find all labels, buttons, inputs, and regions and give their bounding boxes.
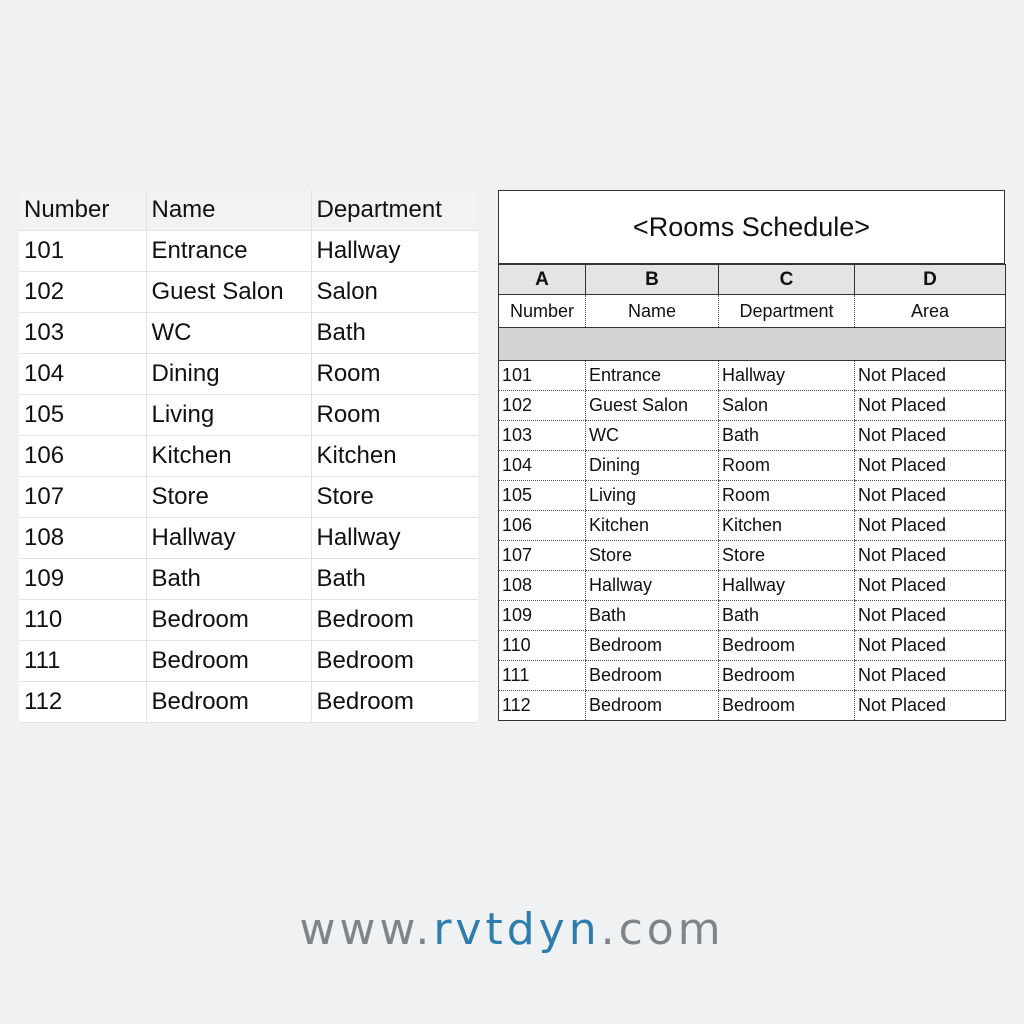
excel-row	[19, 272, 478, 313]
website-prefix: www.	[299, 904, 434, 955]
schedule-header-area[interactable]: Area	[855, 295, 1006, 328]
schedule-cell-number[interactable]: 103	[499, 421, 586, 451]
excel-room-table	[19, 190, 478, 723]
schedule-cell-area[interactable]: Not Placed	[855, 361, 1006, 391]
excel-cell-name[interactable]: Living	[146, 395, 311, 436]
schedule-cell-department[interactable]: Room	[719, 451, 855, 481]
schedule-cell-name[interactable]: Hallway	[586, 571, 719, 601]
schedule-row	[499, 421, 1006, 451]
schedule-row	[499, 361, 1006, 391]
column-letter-b[interactable]: B	[586, 265, 719, 295]
schedule-cell-number[interactable]: 101	[499, 361, 586, 391]
schedule-row	[499, 691, 1006, 721]
excel-cell-number[interactable]: 111	[19, 641, 146, 682]
excel-row	[19, 518, 478, 559]
schedule-cell-department[interactable]: Room	[719, 481, 855, 511]
schedule-column-letters	[499, 265, 1006, 295]
schedule-header-name[interactable]: Name	[586, 295, 719, 328]
excel-cell-name[interactable]: Bedroom	[146, 641, 311, 682]
schedule-group-band	[499, 328, 1006, 361]
schedule-cell-name[interactable]: Store	[586, 541, 719, 571]
schedule-cell-area[interactable]: Not Placed	[855, 631, 1006, 661]
excel-cell-number[interactable]: 110	[19, 600, 146, 641]
excel-header-row	[19, 190, 478, 231]
schedule-cell-department[interactable]: Kitchen	[719, 511, 855, 541]
schedule-cell-name[interactable]: Kitchen	[586, 511, 719, 541]
excel-cell-name[interactable]: Store	[146, 477, 311, 518]
schedule-row	[499, 601, 1006, 631]
schedule-cell-name[interactable]: Dining	[586, 451, 719, 481]
excel-cell-department[interactable]: Room	[311, 395, 478, 436]
schedule-cell-number[interactable]: 105	[499, 481, 586, 511]
excel-cell-department[interactable]: Hallway	[311, 231, 478, 272]
schedule-cell-name[interactable]: WC	[586, 421, 719, 451]
excel-cell-department[interactable]: Bedroom	[311, 641, 478, 682]
excel-cell-department[interactable]: Bedroom	[311, 682, 478, 723]
column-letter-a[interactable]: A	[499, 265, 586, 295]
schedule-cell-name[interactable]: Bedroom	[586, 661, 719, 691]
schedule-cell-name[interactable]: Entrance	[586, 361, 719, 391]
schedule-header-number[interactable]: Number	[499, 295, 586, 328]
excel-row	[19, 477, 478, 518]
schedule-cell-name[interactable]: Guest Salon	[586, 391, 719, 421]
excel-cell-department[interactable]: Room	[311, 354, 478, 395]
schedule-row	[499, 541, 1006, 571]
rooms-schedule	[498, 190, 1005, 721]
excel-cell-name[interactable]: Dining	[146, 354, 311, 395]
schedule-cell-name[interactable]: Bath	[586, 601, 719, 631]
schedule-cell-area[interactable]: Not Placed	[855, 691, 1006, 721]
schedule-cell-number[interactable]: 104	[499, 451, 586, 481]
schedule-cell-department[interactable]: Salon	[719, 391, 855, 421]
website-suffix: .com	[600, 904, 725, 955]
website-brand: rvtdyn	[433, 904, 601, 955]
excel-header	[19, 190, 478, 231]
excel-cell-number[interactable]: 105	[19, 395, 146, 436]
excel-cell-number[interactable]: 102	[19, 272, 146, 313]
column-letter-d[interactable]: D	[855, 265, 1006, 295]
schedule-cell-area[interactable]: Not Placed	[855, 481, 1006, 511]
excel-cell-number[interactable]: 109	[19, 559, 146, 600]
schedule-body	[499, 265, 1006, 721]
schedule-cell-department[interactable]: Bedroom	[719, 631, 855, 661]
schedule-cell-area[interactable]: Not Placed	[855, 421, 1006, 451]
excel-header-number[interactable]: Number	[19, 190, 146, 231]
excel-row	[19, 231, 478, 272]
schedule-table	[498, 264, 1006, 721]
excel-cell-name[interactable]: Kitchen	[146, 436, 311, 477]
schedule-cell-area[interactable]: Not Placed	[855, 571, 1006, 601]
excel-header-name[interactable]: Name	[146, 190, 311, 231]
website-footer	[0, 904, 1024, 955]
excel-cell-department[interactable]: Store	[311, 477, 478, 518]
schedule-row	[499, 511, 1006, 541]
schedule-row	[499, 391, 1006, 421]
schedule-cell-area[interactable]: Not Placed	[855, 661, 1006, 691]
schedule-cell-area[interactable]: Not Placed	[855, 511, 1006, 541]
schedule-cell-name[interactable]: Bedroom	[586, 631, 719, 661]
schedule-cell-department[interactable]: Hallway	[719, 361, 855, 391]
excel-cell-number[interactable]: 107	[19, 477, 146, 518]
schedule-cell-number[interactable]: 112	[499, 691, 586, 721]
schedule-cell-number[interactable]: 110	[499, 631, 586, 661]
schedule-row	[499, 451, 1006, 481]
excel-cell-name[interactable]: Bath	[146, 559, 311, 600]
excel-cell-department[interactable]: Bath	[311, 313, 478, 354]
schedule-header-department[interactable]: Department	[719, 295, 855, 328]
excel-cell-department[interactable]: Hallway	[311, 518, 478, 559]
schedule-cell-department[interactable]: Store	[719, 541, 855, 571]
schedule-title: <Rooms Schedule>	[498, 190, 1005, 264]
excel-row	[19, 313, 478, 354]
excel-cell-name[interactable]: Entrance	[146, 231, 311, 272]
excel-cell-name[interactable]: WC	[146, 313, 311, 354]
excel-row	[19, 354, 478, 395]
schedule-row	[499, 631, 1006, 661]
excel-cell-name[interactable]: Bedroom	[146, 600, 311, 641]
excel-body	[19, 231, 478, 723]
column-letter-c[interactable]: C	[719, 265, 855, 295]
schedule-cell-number[interactable]: 106	[499, 511, 586, 541]
excel-cell-name[interactable]: Hallway	[146, 518, 311, 559]
excel-cell-department[interactable]: Kitchen	[311, 436, 478, 477]
excel-cell-department[interactable]: Bedroom	[311, 600, 478, 641]
excel-cell-number[interactable]: 106	[19, 436, 146, 477]
schedule-cell-number[interactable]: 108	[499, 571, 586, 601]
schedule-cell-department[interactable]: Bedroom	[719, 691, 855, 721]
schedule-cell-area[interactable]: Not Placed	[855, 391, 1006, 421]
schedule-cell-name[interactable]: Living	[586, 481, 719, 511]
excel-cell-number[interactable]: 101	[19, 231, 146, 272]
excel-row	[19, 559, 478, 600]
excel-cell-name[interactable]: Guest Salon	[146, 272, 311, 313]
excel-cell-number[interactable]: 103	[19, 313, 146, 354]
excel-header-department[interactable]: Department	[311, 190, 478, 231]
schedule-cell-area[interactable]: Not Placed	[855, 541, 1006, 571]
schedule-row	[499, 661, 1006, 691]
schedule-cell-department[interactable]: Bath	[719, 601, 855, 631]
excel-cell-department[interactable]: Salon	[311, 272, 478, 313]
schedule-cell-department[interactable]: Bedroom	[719, 661, 855, 691]
excel-row	[19, 436, 478, 477]
schedule-cell-name[interactable]: Bedroom	[586, 691, 719, 721]
schedule-cell-number[interactable]: 102	[499, 391, 586, 421]
schedule-cell-area[interactable]: Not Placed	[855, 451, 1006, 481]
schedule-cell-area[interactable]: Not Placed	[855, 601, 1006, 631]
excel-cell-number[interactable]: 112	[19, 682, 146, 723]
schedule-cell-number[interactable]: 111	[499, 661, 586, 691]
excel-row	[19, 682, 478, 723]
schedule-cell-number[interactable]: 107	[499, 541, 586, 571]
excel-cell-number[interactable]: 104	[19, 354, 146, 395]
schedule-row	[499, 481, 1006, 511]
schedule-row	[499, 571, 1006, 601]
excel-row	[19, 395, 478, 436]
excel-row	[19, 600, 478, 641]
excel-cell-name[interactable]: Bedroom	[146, 682, 311, 723]
excel-row	[19, 641, 478, 682]
schedule-header-row	[499, 295, 1006, 328]
schedule-cell-department[interactable]: Bath	[719, 421, 855, 451]
schedule-group-band-cell	[499, 328, 1006, 361]
schedule-cell-number[interactable]: 109	[499, 601, 586, 631]
schedule-cell-department[interactable]: Hallway	[719, 571, 855, 601]
excel-cell-number[interactable]: 108	[19, 518, 146, 559]
excel-cell-department[interactable]: Bath	[311, 559, 478, 600]
